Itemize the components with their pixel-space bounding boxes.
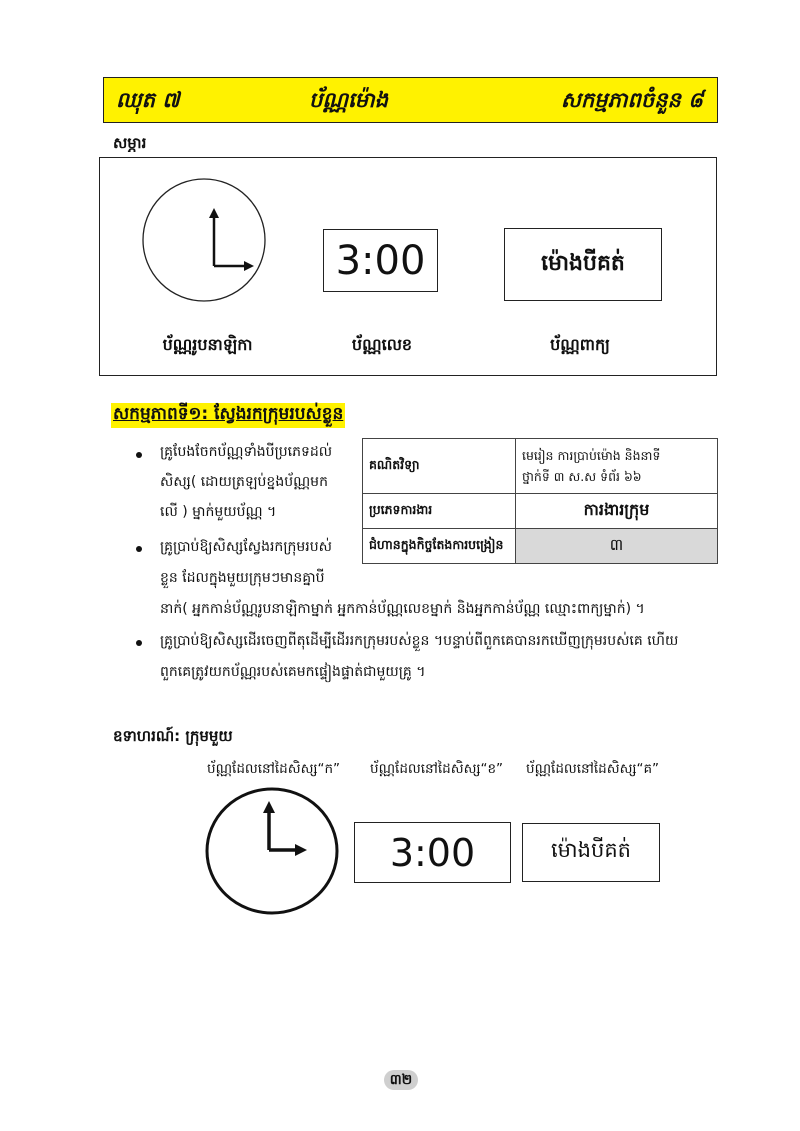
lesson-grade-page: ថ្នាក់ទី ៣ ស.ស ទំព័រ ៦៦ [522, 469, 642, 484]
bullet2-line1: គ្រូប្រាប់ឱ្យសិស្សស្វែងរកក្រុមរបស់ [160, 539, 332, 555]
bullet2-line2: ខ្លួន ដែលក្នុងមួយក្រុមៗមានគ្នាបី [160, 570, 325, 586]
activity-title: សកម្មភាពទី១: ស្វែងរកក្រុមរបស់ខ្លួន [111, 403, 345, 428]
bullet1-line1: គ្រូបែងចែកប័ណ្ណទាំងបីប្រភេទដល់ [160, 444, 333, 460]
table-cell-label: គណិតវិទ្យា [363, 439, 516, 494]
table-cell-value: ការងារក្រុម [516, 494, 718, 529]
lesson-header [103, 77, 718, 123]
lesson-title: ប័ណ្ណម៉ោង [309, 88, 388, 112]
page-number: ៣២ [384, 1070, 418, 1090]
table-row [363, 494, 718, 529]
activity-count: សកម្មភាពចំនួន ៨ [560, 88, 703, 112]
student-label-a: ប័ណ្ណដែលនៅដៃសិស្ស“ក” [207, 761, 341, 777]
caption-clock-card: ប័ណ្ណរូបនាឡិកា [162, 335, 253, 354]
lesson-info-table [362, 438, 718, 564]
student-label-b: ប័ណ្ណដែលនៅដៃសិស្ស“ខ” [370, 761, 504, 777]
table-row [363, 439, 718, 494]
table-cell-value [516, 439, 718, 494]
bullet-dot [136, 452, 142, 458]
caption-number-card: ប័ណ្ណលេខ [351, 335, 413, 354]
bullet3-line1: គ្រូប្រាប់ឱ្យសិស្សដើរចេញពីតុដើម្បីដើររកក្រុមរបស់ខ្លួន ។បន្ទាប់ពីពួកគេបានរកឃើញក្រុមរបស់គេ ហើយ [160, 633, 679, 649]
lesson-name: មេរៀន ការប្រាប់ម៉ោង និងនាទី [522, 447, 661, 463]
bullet3-line2: ពួកគេត្រូវយកប័ណ្ណរបស់គេមកផ្ទៀងផ្ទាត់ជាមួយគ្រូ ។ [160, 664, 426, 680]
word-card: ម៉ោងបីគត់ [522, 823, 660, 882]
analog-clock-icon [142, 178, 266, 302]
table-cell-label: ជំហានក្នុងកិច្ចតែងការបង្រៀន [363, 529, 516, 564]
unit-label: ឈុត ៧ [116, 88, 180, 112]
bullet1-line3: លើ ) ម្នាក់មួយប័ណ្ណ ។ [160, 504, 277, 520]
word-card: ម៉ោងបីគត់ [504, 228, 662, 301]
digital-time-card: 3:00 [323, 229, 438, 292]
bullet2-line3: នាក់( អ្នកកាន់ប័ណ្ណរូបនាឡិកាម្នាក់ អ្នកកាន់ប័ណ្ណលេខម្នាក់ និងអ្នកកាន់ប័ណ្ណ ឈ្មោះពាក្យម្នាក់) ។ [160, 601, 645, 617]
digital-time-card: 3:00 [354, 822, 511, 883]
table-cell-value: ៣ [516, 529, 718, 564]
table-row [363, 529, 718, 564]
bullet-dot [136, 640, 142, 646]
analog-clock-icon [205, 787, 339, 915]
materials-label: សម្ភារ [113, 134, 147, 152]
materials-box [99, 157, 717, 376]
example-label: ឧទាហរណ៍: ក្រុមមួយ [113, 727, 233, 745]
student-label-c: ប័ណ្ណដែលនៅដៃសិស្ស“គ” [526, 761, 660, 777]
bullet-dot [136, 546, 142, 552]
caption-word-card: ប័ណ្ណពាក្យ [550, 335, 610, 354]
table-cell-label: ប្រភេទការងារ [363, 494, 516, 529]
bullet1-line2: សិស្ស( ដោយត្រឡប់ខ្នងប័ណ្ណមក [160, 474, 328, 490]
